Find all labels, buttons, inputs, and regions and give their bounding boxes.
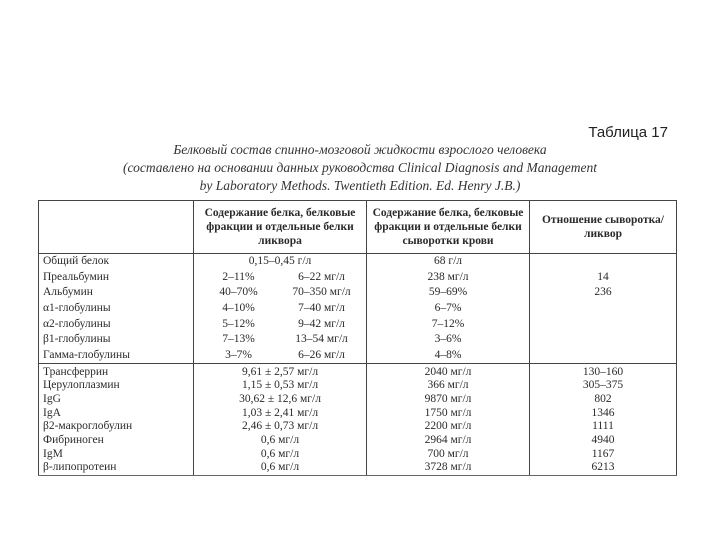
protein-name: Фибриноген (39, 434, 194, 448)
csf-value: 1,15 ± 0,53 мг/л (194, 379, 367, 393)
serum-value: 3728 мг/л (367, 461, 530, 475)
csf-percent: 4–10% (222, 302, 255, 315)
csf-value: 0,6 мг/л (194, 447, 367, 461)
protein-name: Преальбумин (39, 270, 194, 286)
csf-value (194, 332, 367, 348)
csf-value (194, 285, 367, 301)
csf-value (194, 270, 367, 286)
serum-value: 3–6% (367, 332, 530, 348)
table-row (39, 348, 677, 364)
protein-name: IgM (39, 447, 194, 461)
csf-value: 30,62 ± 12,6 мг/л (194, 393, 367, 407)
csf-absolute: 9–42 мг/л (298, 317, 345, 330)
table-row (39, 270, 677, 286)
protein-name: IgG (39, 393, 194, 407)
protein-name: β2-макроглобулин (39, 420, 194, 434)
protein-name: β-липопротеин (39, 461, 194, 475)
csf-value: 0,15–0,45 г/л (194, 254, 367, 270)
protein-composition-table (38, 200, 677, 476)
serum-value: 7–12% (367, 316, 530, 332)
ratio-value (530, 348, 677, 364)
ratio-value (530, 316, 677, 332)
csf-value (194, 348, 367, 364)
protein-name: Церулоплазмин (39, 379, 194, 393)
header-name (39, 201, 194, 254)
csf-value: 0,6 мг/л (194, 434, 367, 448)
ratio-value: 4940 (530, 434, 677, 448)
table-row (39, 393, 677, 407)
ratio-value: 802 (530, 393, 677, 407)
table-row (39, 461, 677, 475)
ratio-value (530, 301, 677, 317)
csf-percent: 3–7% (225, 348, 252, 361)
ratio-value: 1346 (530, 406, 677, 420)
ratio-value: 130–160 (530, 364, 677, 379)
serum-value: 1750 мг/л (367, 406, 530, 420)
ratio-value: 1167 (530, 447, 677, 461)
ratio-value: 236 (530, 285, 677, 301)
table-caption-line-2: (составлено на основании данных руководства Clinical Diagnosis and Management (123, 160, 597, 175)
csf-absolute: 6–26 мг/л (298, 348, 345, 361)
csf-value (194, 316, 367, 332)
protein-name: α2-глобулины (39, 316, 194, 332)
serum-value: 59–69% (367, 285, 530, 301)
serum-value: 4–8% (367, 348, 530, 364)
ratio-value: 6213 (530, 461, 677, 475)
ratio-value (530, 332, 677, 348)
serum-value: 6–7% (367, 301, 530, 317)
table-row (39, 364, 677, 379)
table-row (39, 254, 677, 270)
ratio-value: 305–375 (530, 379, 677, 393)
csf-absolute: 6–22 мг/л (298, 270, 345, 283)
csf-absolute: 13–54 мг/л (295, 333, 348, 346)
table-row (39, 316, 677, 332)
protein-name: β1-глобулины (39, 332, 194, 348)
serum-value: 2964 мг/л (367, 434, 530, 448)
csf-percent: 40–70% (219, 286, 258, 299)
csf-value: 2,46 ± 0,73 мг/л (194, 420, 367, 434)
serum-value: 2200 мг/л (367, 420, 530, 434)
table-row (39, 420, 677, 434)
serum-value: 366 мг/л (367, 379, 530, 393)
ratio-value (530, 254, 677, 270)
protein-name: α1-глобулины (39, 301, 194, 317)
table-caption-line-1: Белковый состав спинно-мозговой жидкости взрослого человека (173, 142, 547, 157)
protein-name: Трансферрин (39, 364, 194, 379)
table-row (39, 301, 677, 317)
protein-name: IgA (39, 406, 194, 420)
serum-value: 2040 мг/л (367, 364, 530, 379)
table-header-row (39, 201, 677, 254)
table-row (39, 332, 677, 348)
ratio-value: 14 (530, 270, 677, 286)
protein-name: Альбумин (39, 285, 194, 301)
csf-absolute: 70–350 мг/л (292, 286, 351, 299)
table-row (39, 406, 677, 420)
ratio-value: 1111 (530, 420, 677, 434)
table-row (39, 379, 677, 393)
protein-name: Гамма-глобулины (39, 348, 194, 364)
serum-value: 9870 мг/л (367, 393, 530, 407)
csf-absolute: 7–40 мг/л (298, 302, 345, 315)
table-caption-line-3: by Laboratory Methods. Twentieth Edition. Ed. Henry J.B.) (199, 178, 521, 193)
csf-value (194, 301, 367, 317)
header-ratio: Отношение сыворотка/ликвор (530, 201, 677, 254)
header-csf: Содержание белка, белковые фракции и отдельные белки ликвора (194, 201, 367, 254)
csf-value: 1,03 ± 2,41 мг/л (194, 406, 367, 420)
serum-value: 238 мг/л (367, 270, 530, 286)
table-row (39, 434, 677, 448)
table-number: Таблица 17 (588, 124, 668, 141)
csf-value: 0,6 мг/л (194, 461, 367, 475)
csf-percent: 2–11% (222, 270, 255, 283)
csf-percent: 5–12% (222, 317, 255, 330)
header-serum: Содержание белка, белковые фракции и отдельные белки сыворотки крови (367, 201, 530, 254)
serum-value: 68 г/л (367, 254, 530, 270)
protein-name: Общий белок (39, 254, 194, 270)
table-row (39, 285, 677, 301)
csf-percent: 7–13% (222, 333, 255, 346)
csf-value: 9,61 ± 2,57 мг/л (194, 364, 367, 379)
serum-value: 700 мг/л (367, 447, 530, 461)
table-row (39, 447, 677, 461)
